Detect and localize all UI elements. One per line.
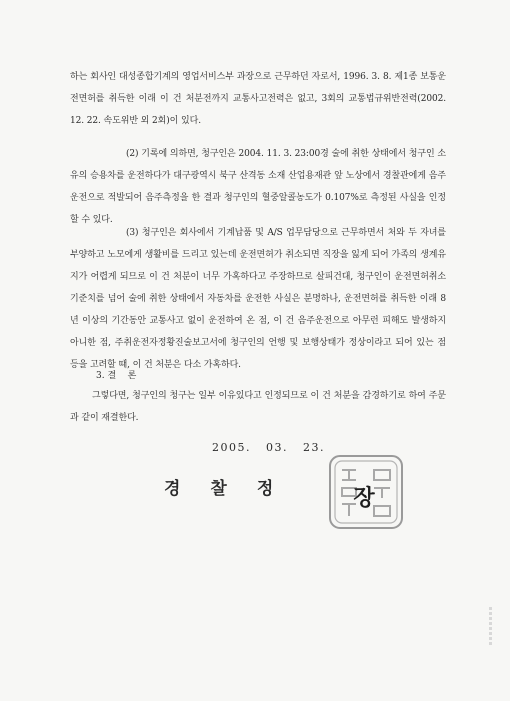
conclusion-heading: 3. 결 론	[96, 371, 137, 381]
document-date: 2005. 03. 23.	[212, 441, 325, 454]
official-seal-icon	[326, 452, 406, 532]
paragraph-2: (2) 기록에 의하면, 청구인은 2004. 11. 3. 23:00경 술에 취한 상태에서 청구인 소유의 승용차를 운전하다가 대구광역시 북구 산격동 소재 산업용재관 앞 노상에서 경찰관에게 음주운전으로 적발되어 음주측정을 한 결과 청구인의 혈중알콜농도가 0.107%로 측정된 사실을 인정할 수 있다.	[70, 149, 446, 225]
svg-text:장: 장	[353, 486, 375, 511]
conclusion-body: 그렇다면, 청구인의 청구는 일부 이유있다고 인정되므로 이 건 처분을 감경하기로 하여 주문과 같이 재결한다.	[70, 391, 446, 423]
issuer-name: 경찰정	[164, 479, 304, 499]
margin-mark	[489, 607, 492, 651]
paragraph-continuation: 하는 회사인 대성종합기계의 영업서비스부 과장으로 근무하던 자로서, 1996. 3. 8. 제1종 보통운전면허를 취득한 이래 이 건 처분전까지 교통사고전력은 없고, 3회의 교통법규위반전력(2002. 12. 22. 속도위반 외 2회)이 있다.	[70, 72, 446, 126]
paragraph-3: (3) 청구인은 회사에서 기계납품 및 A/S 업무담당으로 근무하면서 처와 두 자녀를 부양하고 노모에게 생활비를 드리고 있는데 운전면허가 취소되면 직장을 잃게 되어 가족의 생계유지가 어렵게 되므로 이 건 처분이 너무 가혹하다고 주장하므로 살피건대, 청구인이 운전면허취소기준치를 넘어 술에 취한 상태에서 자동차를 운전한 사실은 분명하나, 운전면허를 취득한 이래 8년 이상의 기간동안 교통사고 없이 운전하여 온 점, 이 건 음주운전으로 아무런 피해도 발생하지 아니한 점, 주취운전자정황진술보고서에 청구인의 언행 및 보행상태가 정상이라고 되어 있는 점 등을 고려할 때, 이 건 처분은 다소 가혹하다.	[70, 228, 446, 370]
